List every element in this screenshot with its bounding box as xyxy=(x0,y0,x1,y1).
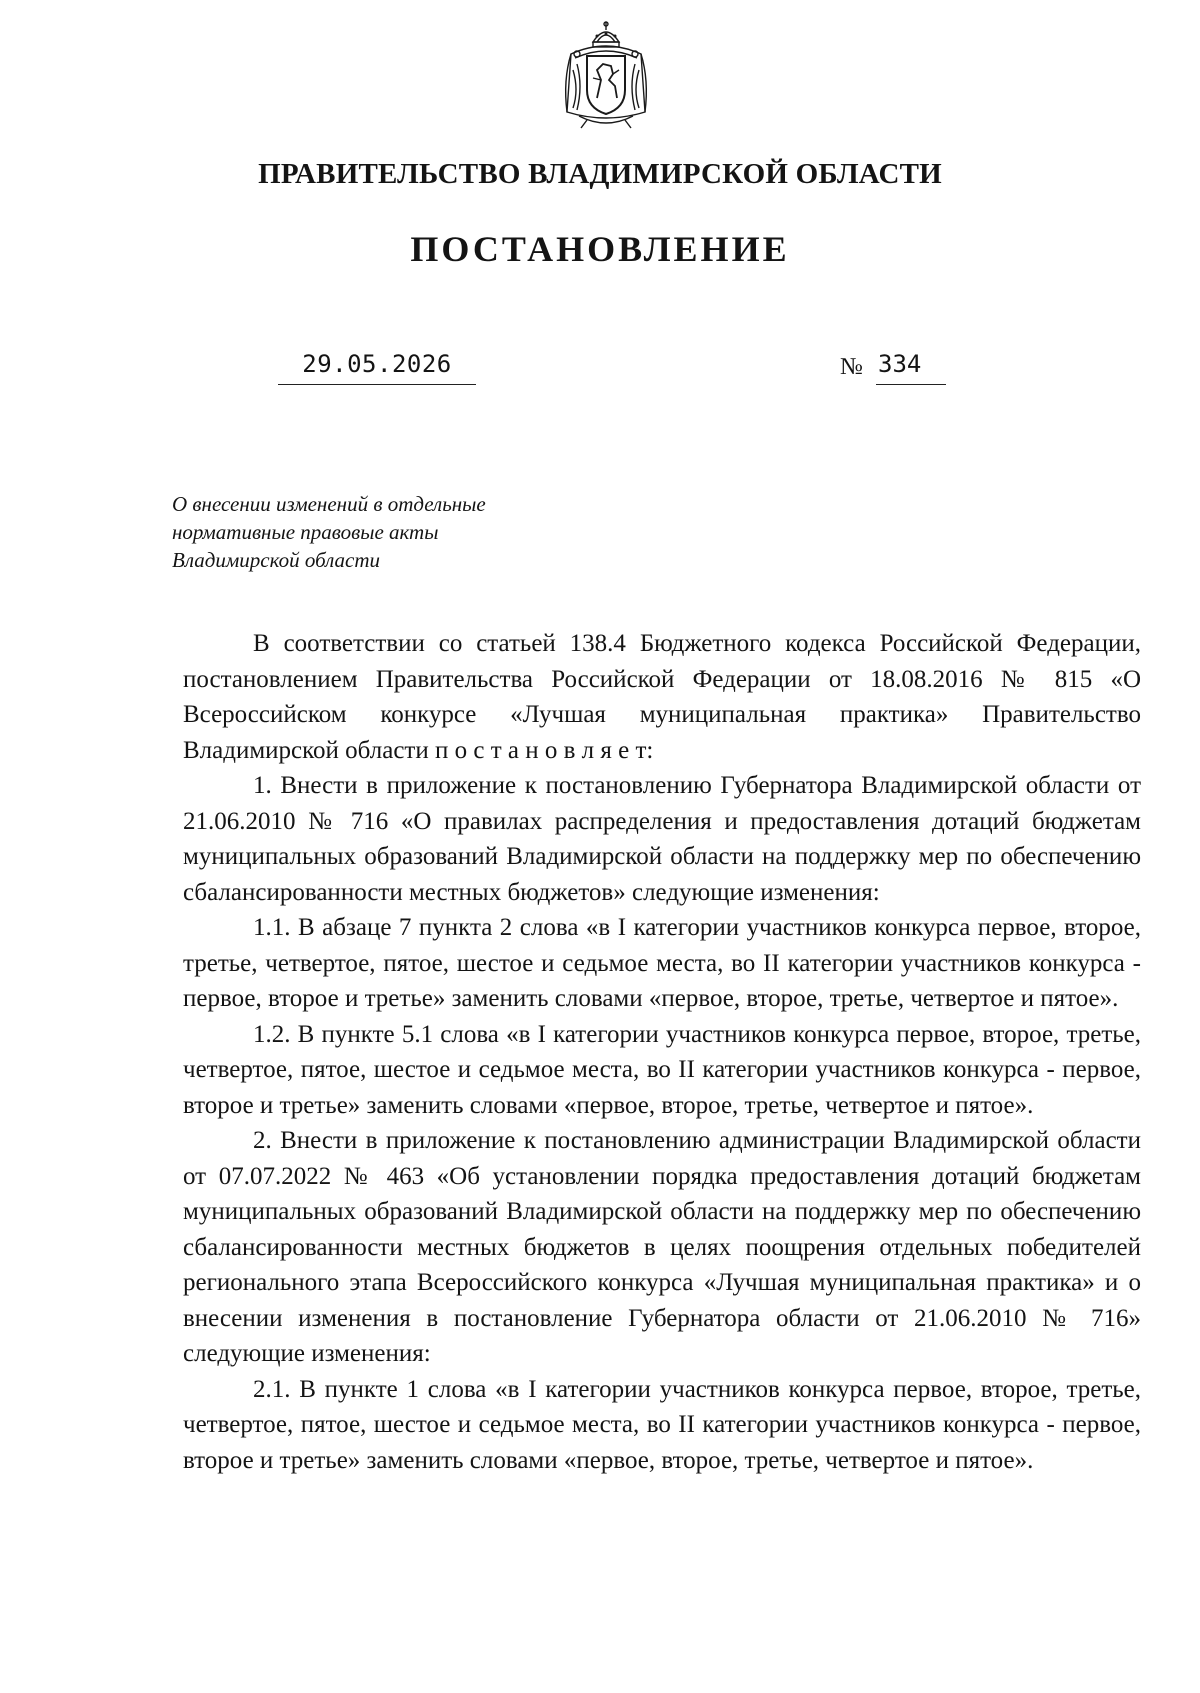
document-number-field xyxy=(876,350,946,385)
organization-title: ПРАВИТЕЛЬСТВО ВЛАДИМИРСКОЙ ОБЛАСТИ xyxy=(258,158,942,190)
paragraph-1-1: 1.1. В абзаце 7 пункта 2 слова «в I категории участников конкурса первое, второе, третье, четвертое, пятое, шестое и седьмое места, во II категории участников конкурса - первое, второе и третье» заменить словами «первое, второе, третье, четвертое и пятое». xyxy=(183,914,1141,1012)
paragraph-1-2: 1.2. В пункте 5.1 слова «в I категории участников конкурса первое, второе, третье, четвертое, пятое, шестое и седьмое места, во II категории участников конкурса - первое, второе и третье» заменить словами «первое, второе, третье, четвертое и пятое». xyxy=(183,1020,1141,1119)
subject-line: О внесении изменений в отдельные xyxy=(172,492,486,516)
document-date: 29.05.2026 xyxy=(302,350,452,378)
document-date-field xyxy=(278,350,476,385)
document-subject xyxy=(172,490,592,574)
coat-of-arms-emblem xyxy=(557,20,655,132)
document-number: 334 xyxy=(878,350,922,378)
paragraph-1: 1. Внести в приложение к постановлению Губернатора Владимирской области от 21.06.2010 № 716 «О правилах распределения и предоставления дотаций бюджетам муниципальных образований Владимирской области на поддержку мер по обеспечению сбалансированности местных бюджетов» следующие изменения: xyxy=(183,772,1141,906)
subject-line: Владимирской области xyxy=(172,548,381,572)
document-type-title: ПОСТАНОВЛЕНИЕ xyxy=(410,229,790,269)
number-label: № xyxy=(840,354,863,380)
subject-line: нормативные правовые акты xyxy=(172,520,439,544)
paragraph-2-1: 2.1. В пункте 1 слова «в I категории участников конкурса первое, второе, третье, четвертое, пятое, шестое и седьмое места, во II категории участников конкурса - первое, второе и третье» заменить словами «первое, второе, третье, четвертое и пятое». xyxy=(183,1375,1141,1474)
preamble-paragraph: В соответствии со статьей 138.4 Бюджетного кодекса Российской Федерации, постановлением Правительства Российской Федерации от 18.08.2016 № 815 «О Всероссийском конкурсе «Лучшая муниципальная практика» Правительство Владимирской области п о с т а н о в л я е т: xyxy=(183,630,1141,764)
paragraph-2: 2. Внести в приложение к постановлению администрации Владимирской области от 07.07.2022 № 463 «Об установлении порядка предоставления дотаций бюджетам муниципальных образований Владимирской области на поддержку мер по обеспечению сбалансированности местных бюджетов в целях поощрения отдельных победителей регионального этапа Всероссийского конкурса «Лучшая муниципальная практика» и о внесении изменения в постановление Губернатора области от 21.06.2010 № 716» следующие изменения: xyxy=(183,1127,1141,1367)
document-body xyxy=(183,626,1141,1478)
